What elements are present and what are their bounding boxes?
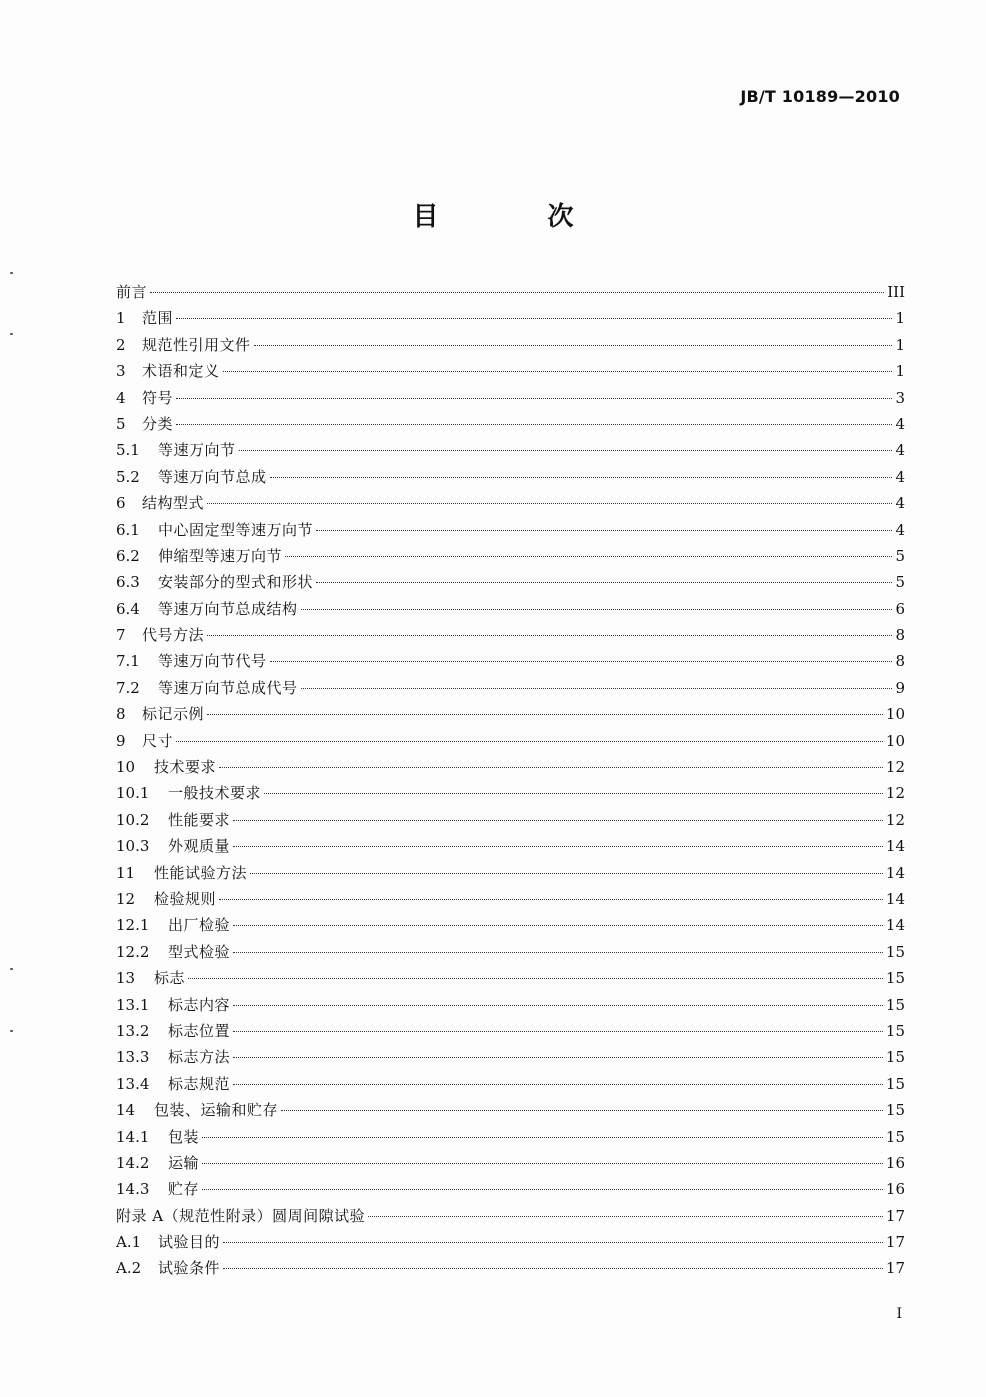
toc-entry[interactable] [116, 648, 905, 674]
scan-speck [10, 272, 13, 274]
toc-dot-leader [233, 1005, 883, 1006]
toc-entry-page: 17 [885, 1233, 905, 1252]
toc-dot-leader [301, 609, 893, 610]
toc-dot-leader [264, 793, 883, 794]
toc-entry-page: 16 [885, 1180, 905, 1199]
toc-entry[interactable] [116, 437, 905, 463]
toc-entry-page: 9 [895, 678, 905, 697]
toc-entry-number: 14.3 [116, 1180, 150, 1199]
toc-entry-label: 包装 [168, 1127, 200, 1146]
toc-entry[interactable] [116, 780, 905, 806]
toc-entry-label: 出厂检验 [168, 916, 231, 935]
toc-entry-page: 15 [885, 1074, 905, 1093]
toc-entry-page: 16 [885, 1153, 905, 1172]
toc-entry-number: 1 [116, 309, 126, 328]
toc-entry-number: 12 [116, 889, 136, 908]
toc-entry-page: 10 [885, 731, 905, 750]
toc-entry-label: 标志 [154, 969, 186, 988]
toc-dot-leader [233, 925, 883, 926]
toc-entry-page: 14 [885, 889, 905, 908]
toc-entry-label: 包装、运输和贮存 [154, 1101, 279, 1120]
toc-dot-leader [176, 318, 892, 319]
toc-dot-leader [223, 371, 893, 372]
toc-entry-page: 14 [885, 837, 905, 856]
toc-entry-page: 12 [885, 810, 905, 829]
toc-entry-number: 10.1 [116, 784, 150, 803]
toc-entry-label: 外观质量 [168, 837, 231, 856]
toc-entry-number: 6 [116, 494, 126, 513]
toc-entry[interactable] [116, 596, 905, 622]
toc-dot-leader [207, 503, 892, 504]
toc-entry-number: 12.1 [116, 916, 150, 935]
toc-entry-label: 技术要求 [154, 758, 217, 777]
toc-dot-leader [150, 292, 884, 293]
toc-entry[interactable] [116, 1229, 905, 1255]
toc-entry-label: 附录 A（规范性附录）圆周间隙试验 [116, 1206, 366, 1225]
toc-dot-leader [270, 477, 893, 478]
toc-entry[interactable] [116, 1150, 905, 1176]
toc-dot-leader [207, 714, 883, 715]
toc-entry-number: 11 [116, 863, 136, 882]
toc-dot-leader [176, 741, 883, 742]
toc-entry-label: 安装部分的型式和形状 [158, 573, 314, 592]
toc-entry[interactable] [116, 675, 905, 701]
toc-entry-label: 性能试验方法 [154, 863, 248, 882]
toc-entry-page: 15 [885, 995, 905, 1014]
toc-dot-leader [233, 952, 883, 953]
toc-dot-leader [223, 1242, 883, 1243]
toc-entry-number: 13.4 [116, 1074, 150, 1093]
toc-entry-label: 性能要求 [168, 810, 231, 829]
toc-entry-page: 6 [895, 599, 905, 618]
toc-entry-label: 中心固定型等速万向节 [158, 520, 314, 539]
document-code: JB/T 10189—2010 [740, 87, 900, 106]
toc-entry-page: 12 [885, 758, 905, 777]
toc-entry-page: 5 [895, 573, 905, 592]
toc-entry-page: 12 [885, 784, 905, 803]
toc-entry[interactable] [116, 358, 905, 384]
toc-entry-page: 4 [895, 494, 905, 513]
toc-entry-page: 4 [895, 520, 905, 539]
toc-entry[interactable] [116, 1176, 905, 1202]
toc-entry-number: 9 [116, 731, 126, 750]
toc-dot-leader [233, 1057, 883, 1058]
toc-entry-label: 检验规则 [154, 889, 217, 908]
toc-entry-page: 15 [885, 1101, 905, 1120]
toc-dot-leader [202, 1163, 883, 1164]
toc-dot-leader [301, 688, 893, 689]
page-number: I [896, 1306, 902, 1322]
toc-dot-leader [250, 873, 883, 874]
toc-entry-number: 14.1 [116, 1127, 150, 1146]
toc-entry[interactable] [116, 1097, 905, 1123]
toc-title: 目 次 [412, 202, 624, 232]
toc-entry[interactable] [116, 1044, 905, 1070]
toc-entry[interactable] [116, 860, 905, 886]
toc-entry[interactable] [116, 1071, 905, 1097]
toc-entry-page: 4 [895, 441, 905, 460]
toc-entry-page: 8 [895, 652, 905, 671]
toc-entry-number: 3 [116, 362, 126, 381]
toc-entry-number: 6.2 [116, 546, 140, 565]
toc-entry[interactable] [116, 807, 905, 833]
toc-entry-page: 17 [885, 1206, 905, 1225]
toc-dot-leader [316, 530, 892, 531]
toc-entry[interactable] [116, 517, 905, 543]
toc-entry-label: 结构型式 [142, 494, 205, 513]
toc-dot-leader [202, 1137, 883, 1138]
toc-entry-label: 标志内容 [168, 995, 231, 1014]
toc-entry-label: 前言 [116, 283, 148, 301]
toc-entry-number: 5.2 [116, 467, 140, 486]
toc-entry[interactable] [116, 464, 905, 490]
toc-entry[interactable] [116, 305, 905, 331]
toc-entry-number: 8 [116, 705, 126, 724]
toc-entry-label: 规范性引用文件 [142, 335, 251, 354]
toc-entry[interactable] [116, 1255, 905, 1281]
toc-dot-leader [207, 635, 892, 636]
toc-dot-leader [233, 1031, 883, 1032]
toc-entry-page: 14 [885, 916, 905, 935]
scan-speck [10, 333, 13, 335]
toc-entry-label: 代号方法 [142, 626, 205, 645]
toc-dot-leader [233, 1084, 883, 1085]
toc-entry-number: 13.1 [116, 995, 150, 1014]
toc-entry-label: 等速万向节代号 [158, 652, 267, 671]
toc-entry-label: 符号 [142, 388, 174, 407]
scan-speck [10, 1030, 13, 1032]
toc-entry-label: 范围 [142, 309, 174, 328]
toc-entry-label: 术语和定义 [142, 362, 220, 381]
toc-entry-label: 尺寸 [142, 731, 174, 750]
toc-entry[interactable] [116, 411, 905, 437]
toc-entry-page: 3 [895, 388, 905, 407]
toc-entry-number: 10 [116, 758, 136, 777]
toc-entry-number: 6.4 [116, 599, 140, 618]
toc-entry-label: 贮存 [168, 1180, 200, 1199]
toc-entry-number: 14.2 [116, 1153, 150, 1172]
toc-entry[interactable] [116, 279, 905, 305]
toc-entry[interactable] [116, 332, 905, 358]
toc-entry-number: 10.2 [116, 810, 150, 829]
toc-entry-page: 1 [895, 335, 905, 354]
toc-entry-label: 试验条件 [158, 1259, 221, 1278]
toc-entry[interactable] [116, 385, 905, 411]
toc-entry[interactable] [116, 754, 905, 780]
toc-entry-page: 1 [895, 362, 905, 381]
toc-entry-number: 10.3 [116, 837, 150, 856]
toc-entry[interactable] [116, 701, 905, 727]
toc-entry-number: 5 [116, 414, 126, 433]
toc-entry[interactable] [116, 886, 905, 912]
toc-dot-leader [219, 899, 883, 900]
toc-entry-label: 标志方法 [168, 1048, 231, 1067]
scan-speck [10, 968, 13, 970]
toc-entry-label: 标记示例 [142, 705, 205, 724]
toc-entry-label: 一般技术要求 [168, 784, 262, 803]
toc-entry-page: 14 [885, 863, 905, 882]
toc-dot-leader [239, 450, 893, 451]
toc-dot-leader [270, 661, 893, 662]
toc-entry-page: 1 [895, 309, 905, 328]
toc-entry-page: 8 [895, 626, 905, 645]
toc-dot-leader [202, 1189, 883, 1190]
toc-entry-label: 型式检验 [168, 942, 231, 961]
toc-entry-page: 15 [885, 1021, 905, 1040]
toc-entry-page: 17 [885, 1259, 905, 1278]
toc-entry-label: 伸缩型等速万向节 [158, 546, 283, 565]
toc-entry-label: 等速万向节总成代号 [158, 678, 298, 697]
toc-entry-number: 12.2 [116, 942, 150, 961]
toc-entry-number: 7.1 [116, 652, 140, 671]
toc-entry-label: 等速万向节总成 [158, 467, 267, 486]
toc-entry[interactable] [116, 622, 905, 648]
toc-dot-leader [281, 1110, 883, 1111]
toc-entry-page: 10 [885, 705, 905, 724]
toc-entry-number: 14 [116, 1101, 136, 1120]
toc-entry-page: 4 [895, 414, 905, 433]
toc-entry[interactable] [116, 1124, 905, 1150]
toc-entry-page: 5 [895, 546, 905, 565]
toc-dot-leader [254, 345, 893, 346]
toc-entry[interactable] [116, 1018, 905, 1044]
toc-entry-label: 标志位置 [168, 1021, 231, 1040]
toc-entry[interactable] [116, 965, 905, 991]
toc-entry-number: 4 [116, 388, 126, 407]
toc-entry-number: 13 [116, 969, 136, 988]
toc-entry-number: 13.2 [116, 1021, 150, 1040]
toc-entry[interactable] [116, 1203, 905, 1229]
toc-entry-number: 2 [116, 335, 126, 354]
toc-entry[interactable] [116, 490, 905, 516]
toc-dot-leader [285, 556, 892, 557]
toc-dot-leader [316, 582, 892, 583]
toc-dot-leader [188, 978, 883, 979]
toc-entry[interactable] [116, 569, 905, 595]
toc-entry[interactable] [116, 833, 905, 859]
toc-entry[interactable] [116, 543, 905, 569]
toc-entry-number: 6.1 [116, 520, 140, 539]
toc-entry-label: 试验目的 [158, 1233, 221, 1252]
toc-entry-page: 15 [885, 969, 905, 988]
toc-entry-label: 等速万向节 [158, 441, 236, 460]
toc-entry-label: 等速万向节总成结构 [158, 599, 298, 618]
toc-entry-number: A.2 [116, 1259, 142, 1278]
toc-entry-label: 运输 [168, 1153, 200, 1172]
toc-entry[interactable] [116, 728, 905, 754]
toc-entry-number: 13.3 [116, 1048, 150, 1067]
toc-entry-number: A.1 [116, 1233, 142, 1252]
toc-entry-page: 15 [885, 1048, 905, 1067]
toc-dot-leader [176, 424, 892, 425]
toc-dot-leader [219, 767, 883, 768]
toc-entry-label: 标志规范 [168, 1074, 231, 1093]
toc-entry-page: 15 [885, 942, 905, 961]
toc-dot-leader [233, 820, 883, 821]
toc-entry-page: 15 [885, 1127, 905, 1146]
toc-entry[interactable] [116, 992, 905, 1018]
toc-entry[interactable] [116, 939, 905, 965]
toc-entry-number: 7 [116, 626, 126, 645]
toc-dot-leader [176, 398, 892, 399]
toc-entry-number: 6.3 [116, 573, 140, 592]
toc-dot-leader [368, 1216, 883, 1217]
toc-entry-number: 7.2 [116, 678, 140, 697]
toc-list [116, 279, 905, 1282]
toc-entry-number: 5.1 [116, 441, 140, 460]
toc-dot-leader [233, 846, 883, 847]
toc-dot-leader [223, 1268, 883, 1269]
toc-entry[interactable] [116, 912, 905, 938]
toc-entry-label: 分类 [142, 414, 174, 433]
toc-entry-page: 4 [895, 467, 905, 486]
toc-entry-page: III [887, 283, 905, 301]
